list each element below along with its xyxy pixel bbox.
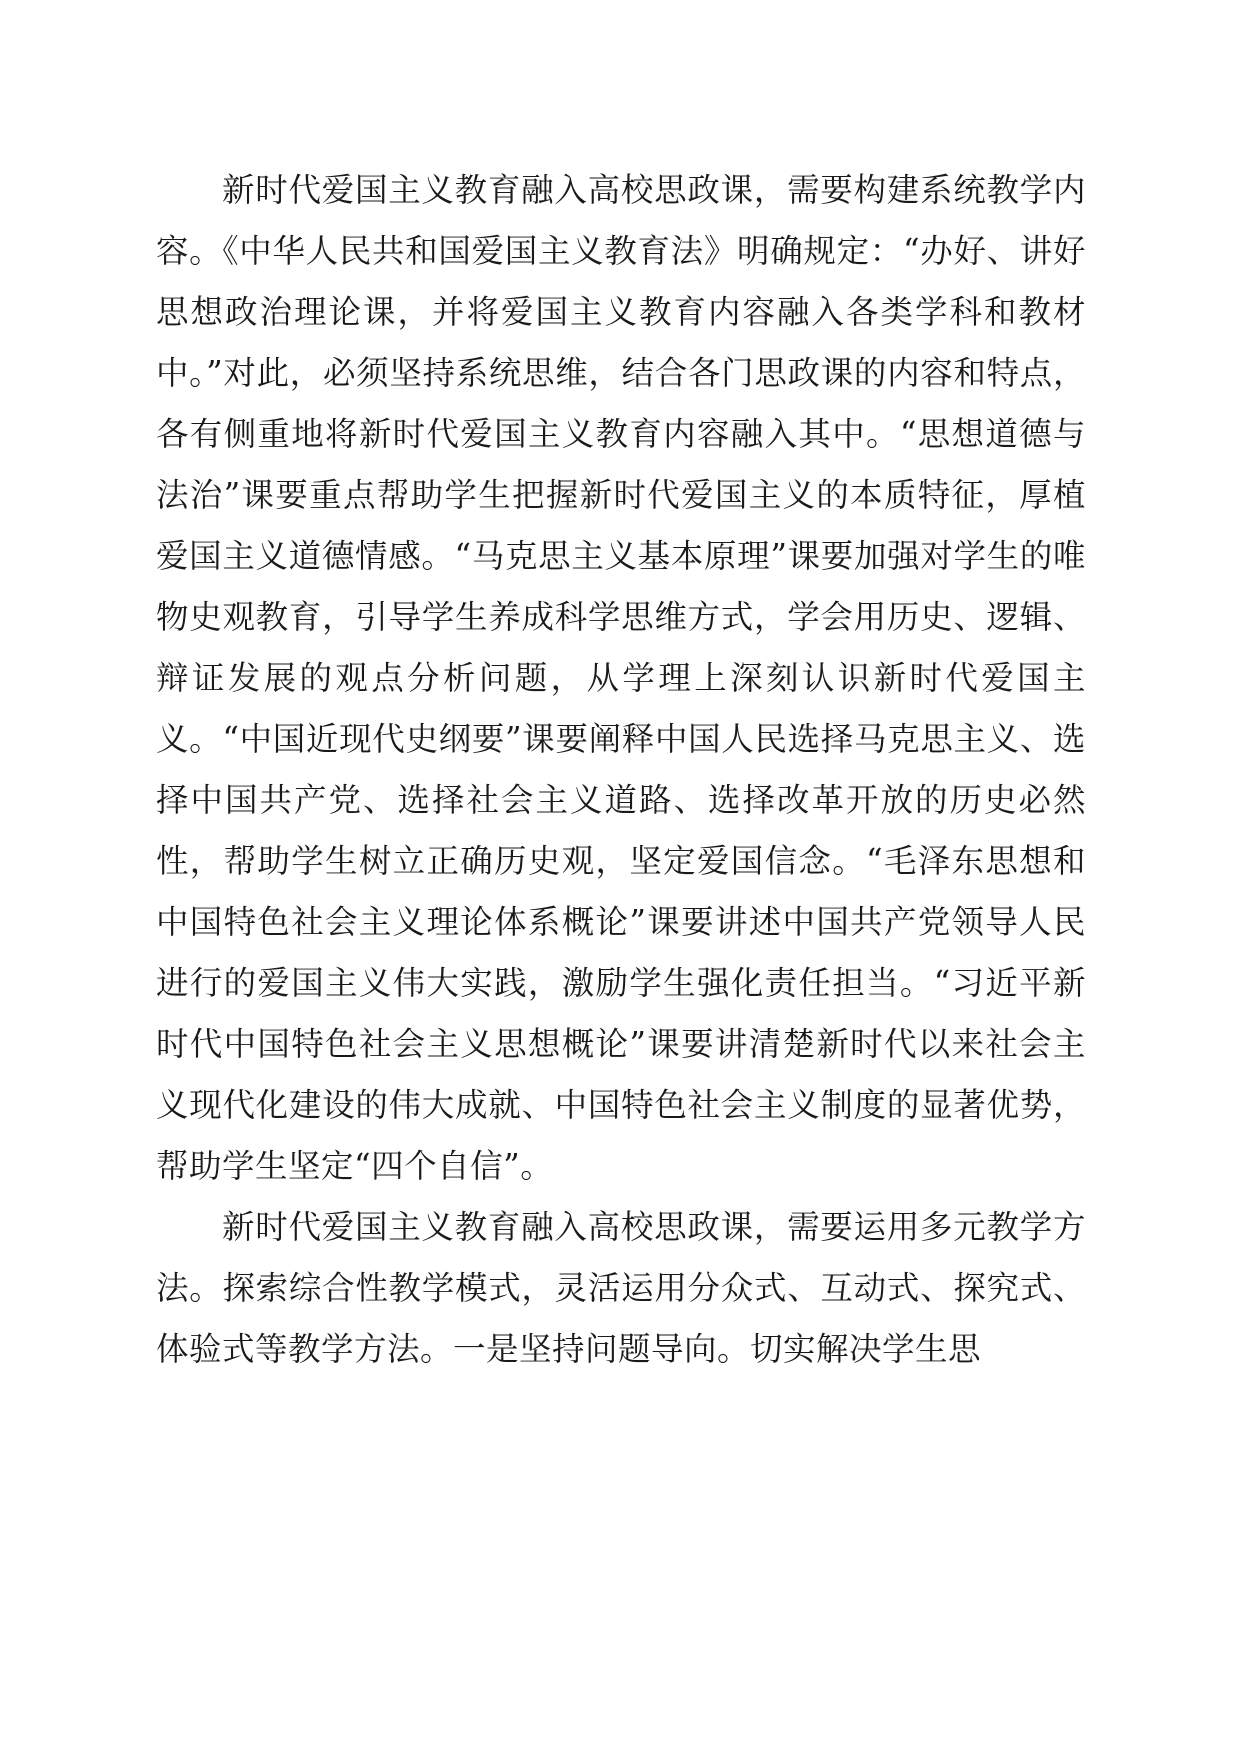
paragraph-teaching-methods: 新时代爱国主义教育融入高校思政课，需要运用多元教学方法。探索综合性教学模式，灵活运用分众式、互动式、探究式、体验式等教学方法。一是坚持问题导向。切实解决学生思 — [156, 1208, 1086, 1368]
body-text — [156, 160, 1086, 1380]
paragraph-system-content: 新时代爱国主义教育融入高校思政课，需要构建系统教学内容。《中华人民共和国爱国主义教育法》明确规定：“办好、讲好思想政治理论课，并将爱国主义教育内容融入各类学科和教材中。”对此，必须坚持系统思维，结合各门思政课的内容和特点，各有侧重地将新时代爱国主义教育内容融入其中。“思想道德与法治”课要重点帮助学生把握新时代爱国主义的本质特征，厚植爱国主义道德情感。“马克思主义基本原理”课要加强对学生的唯物史观教育，引导学生养成科学思维方式，学会用历史、逻辑、辩证发展的观点分析问题，从学理上深刻认识新时代爱国主义。“中国近现代史纲要”课要阐释中国人民选择马克思主义、选择中国共产党、选择社会主义道路、选择改革开放的历史必然性，帮助学生树立正确历史观，坚定爱国信念。“毛泽东思想和中国特色社会主义理论体系概论”课要讲述中国共产党领导人民进行的爱国主义伟大实践，激励学生强化责任担当。“习近平新时代中国特色社会主义思想概论”课要讲清楚新时代以来社会主义现代化建设的伟大成就、中国特色社会主义制度的显著优势，帮助学生坚定“四个自信”。 — [156, 171, 1086, 1185]
